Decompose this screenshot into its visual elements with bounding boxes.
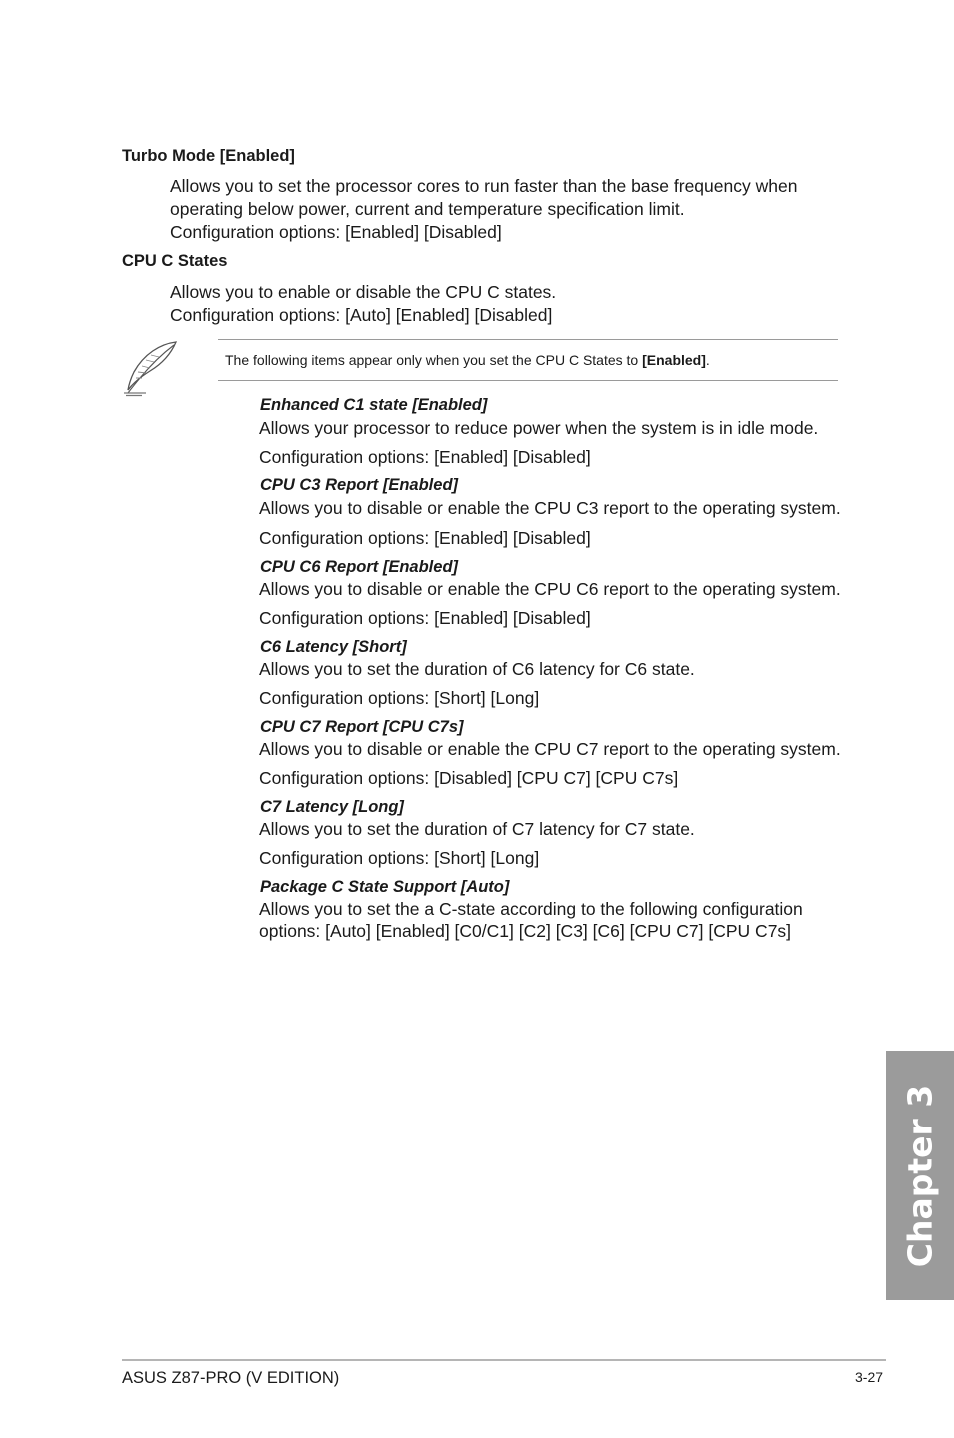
item-title-enhanced-c1: Enhanced C1 state [Enabled] [260, 396, 488, 414]
chapter-tab [886, 1051, 954, 1300]
item-desc-c7-latency: Allows you to set the duration of C7 latency for C7 state. [259, 819, 695, 839]
section-heading-cpu-c-states: CPU C States [122, 252, 228, 270]
item-desc-package-c-state-line-1: Allows you to set the a C-state according to the following configuration [259, 899, 803, 919]
item-desc-cpu-c6-report: Allows you to disable or enable the CPU C6 report to the operating system. [259, 579, 841, 599]
note-box [218, 339, 838, 381]
note-text-main: The following items appear only when you set the CPU C States to [225, 352, 643, 368]
note-text [225, 352, 710, 368]
chapter-tab-label: Chapter 3 [900, 1084, 940, 1267]
turbo-mode-desc-line-1: Allows you to set the processor cores to run faster than the base frequency when [170, 176, 798, 196]
item-desc-package-c-state-line-2: options: [Auto] [Enabled] [C0/C1] [C2] [C3] [C6] [CPU C7] [CPU C7s] [259, 921, 792, 941]
item-title-package-c-state: Package C State Support [Auto] [260, 878, 510, 896]
footer-divider [122, 1359, 886, 1361]
item-config-c6-latency: Configuration options: [Short] [Long] [259, 688, 540, 708]
turbo-mode-desc-line-2: operating below power, current and temperature specification limit. [170, 199, 685, 219]
item-config-enhanced-c1: Configuration options: [Enabled] [Disabled] [259, 447, 591, 467]
footer-page-number: 3-27 [855, 1369, 884, 1385]
note-text-emphasis: [Enabled] [642, 352, 706, 368]
turbo-mode-config: Configuration options: [Enabled] [Disabled] [170, 222, 502, 242]
item-desc-cpu-c7-report: Allows you to disable or enable the CPU C7 report to the operating system. [259, 739, 841, 759]
item-desc-cpu-c3-report: Allows you to disable or enable the CPU C3 report to the operating system. [259, 498, 841, 518]
item-desc-c6-latency: Allows you to set the duration of C6 latency for C6 state. [259, 659, 695, 679]
cpu-c-states-desc: Allows you to enable or disable the CPU C states. [170, 282, 557, 302]
item-title-cpu-c6-report: CPU C6 Report [Enabled] [260, 558, 459, 576]
item-config-cpu-c3-report: Configuration options: [Enabled] [Disabled] [259, 528, 591, 548]
cpu-c-states-config: Configuration options: [Auto] [Enabled] [Disabled] [170, 305, 553, 325]
item-config-cpu-c7-report: Configuration options: [Disabled] [CPU C7] [CPU C7s] [259, 768, 679, 788]
item-title-cpu-c3-report: CPU C3 Report [Enabled] [260, 476, 459, 494]
section-heading-turbo-mode: Turbo Mode [Enabled] [122, 147, 295, 165]
feather-pen-icon [120, 338, 182, 398]
item-title-c7-latency: C7 Latency [Long] [260, 798, 404, 816]
item-title-c6-latency: C6 Latency [Short] [260, 638, 407, 656]
item-config-c7-latency: Configuration options: [Short] [Long] [259, 848, 540, 868]
note-text-suffix: . [705, 352, 710, 368]
item-config-cpu-c6-report: Configuration options: [Enabled] [Disabled] [259, 608, 591, 628]
item-title-cpu-c7-report: CPU C7 Report [CPU C7s] [260, 718, 464, 736]
footer-product-name: ASUS Z87-PRO (V EDITION) [122, 1369, 340, 1387]
item-desc-enhanced-c1: Allows your processor to reduce power when the system is in idle mode. [259, 418, 819, 438]
